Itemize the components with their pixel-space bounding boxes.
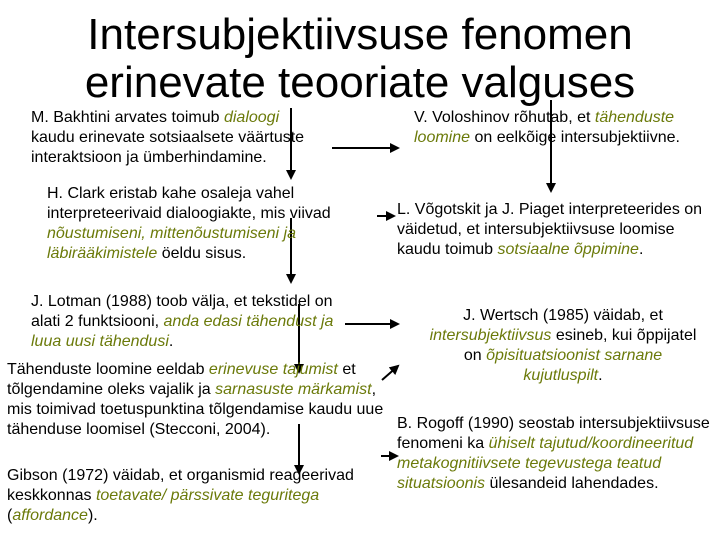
gibson-block: Gibson (1972) väidab, et organismid reageerivad keskkonnas toetavate/ pärssivate teguritega (affordance).: [7, 467, 354, 524]
wertsch-block: J. Wertsch (1985) väidab, et intersubjektiivsus esineb, kui õppijatel on õpisituatsioonist sarnane kujutluspilt.: [429, 307, 697, 384]
bakhtin-block: M. Bakhtini arvates toimub dialoogi kaudu erinevate sotsiaalsete väärtuste interaktsioon ja ümberhindamine.: [31, 109, 305, 166]
page-title-line1: Intersubjektiivsuse fenomen: [87, 10, 633, 59]
vygotsky-block: L. Võgotskit ja J. Piaget interpreteerides on väidetud, et intersubjektiivsuse loomise kaudu toimub sotsiaalne õppimine.: [397, 201, 703, 258]
rogoff-block: B. Rogoff (1990) seostab intersubjektiivsuse fenomeni ka ühiselt tajutud/koordineeritud metakognitiivsete tegevustega teatud situatsioonis ülesandeid lahendades.: [397, 415, 710, 492]
meaning-block: Tähenduste loomine eeldab erinevuse tajumist et tõlgendamine oleks vajalik ja sarnasuste märkamist, mis toimivad toetuspunktina tõlgendamise kaudu uue tähenduse loomisel (Stecconi, 2004).: [7, 361, 384, 438]
lotman-block: J. Lotman (1988) toob välja, et tekstidel on alati 2 funktsiooni, anda edasi tähendust ja luua uusi tähendusi.: [31, 293, 334, 350]
voloshinov-block: V. Voloshinov rõhutab, et tähenduste loomine on eelkõige intersubjektiivne.: [414, 109, 680, 146]
page-title-line2: erinevate teooriate valguses: [84, 58, 636, 107]
clark-block: H. Clark eristab kahe osaleja vahel interpreteerivaid dialoogiakte, mis viivad nõustumiseni, mittenõustumiseni ja läbirääkimistele öeldu sisus.: [47, 185, 331, 262]
